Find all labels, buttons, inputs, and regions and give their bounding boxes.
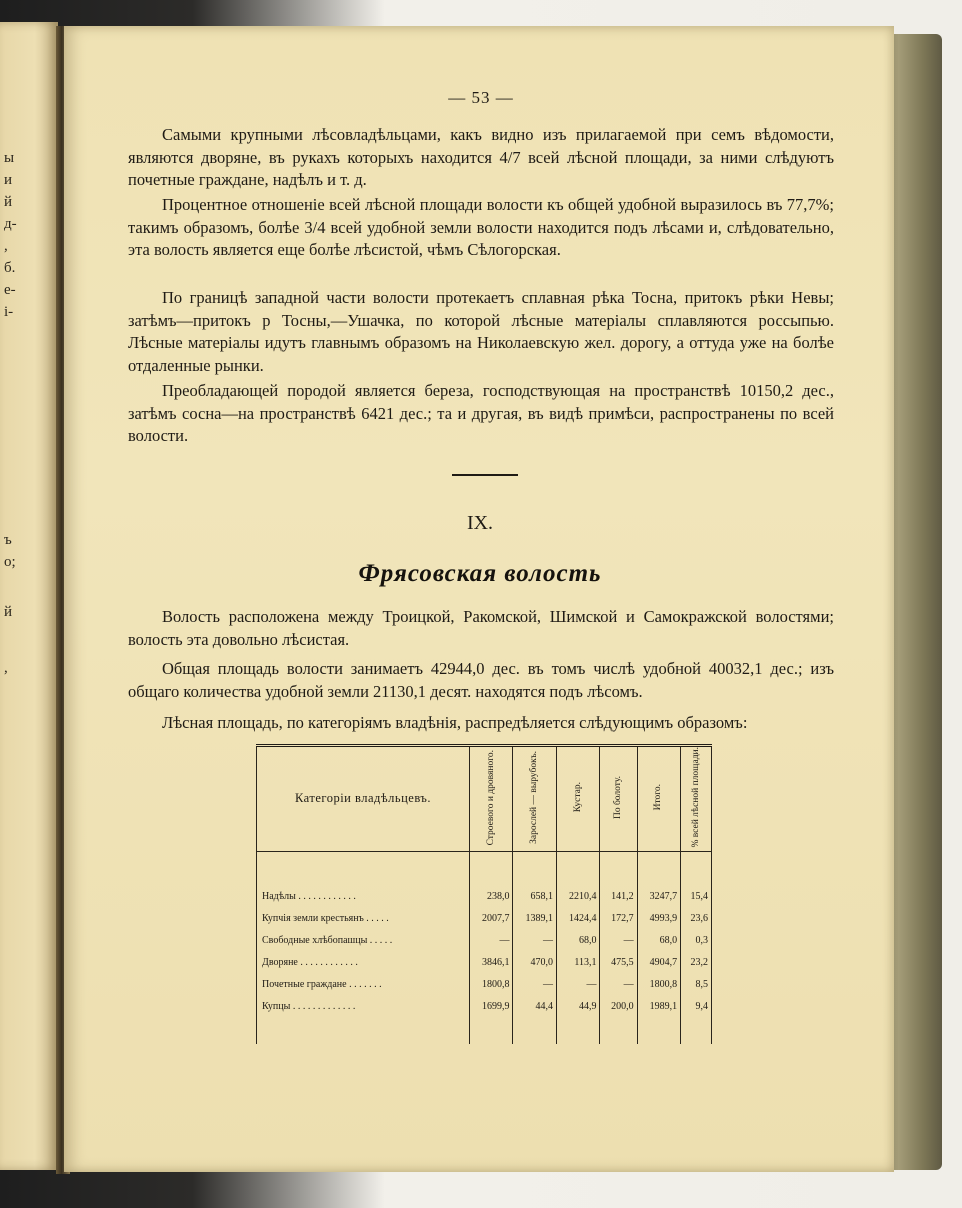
section-divider [452,474,518,476]
cell-shrub: 68,0 [556,930,599,952]
cell-swamp: 475,5 [600,952,637,974]
cell-total: 68,0 [637,930,680,952]
header-category: Категоріи владѣльцевъ. [257,746,470,852]
left-page-fragment: й [4,194,13,210]
header-total [637,746,680,852]
header-percent [681,746,712,852]
cell-percent: 0,3 [681,930,712,952]
cell-swamp: — [600,930,637,952]
forest-ownership-table [256,744,712,1044]
row-category: Свободные хлѣбопашцы . . . . . [257,930,470,952]
header-thickets [513,746,556,852]
left-page-fragment: б. [4,260,16,276]
header-percent-label: % всей лѣсной площади. [690,747,701,848]
cell-shrub: — [556,974,599,996]
paragraph-tree-species: Преобладающей породой является береза, господствующая на пространствѣ 10150,2 дес., затѣмъ сосна—на пространствѣ 6421 дес.; та и другая, въ видѣ примѣси, распространены по всей волости. [128,381,834,445]
cell-thickets: — [513,974,556,996]
cell-total: 4993,9 [637,908,680,930]
cell-timber: 238,0 [470,886,513,908]
cell-timber: 3846,1 [470,952,513,974]
left-page-fragment: і- [4,304,14,320]
left-page-fragment: д- [4,216,17,232]
cell-percent: 23,2 [681,952,712,974]
paragraph-landowners: Самыми крупными лѣсовладѣльцами, какъ видно изъ прилагаемой при семъ вѣдомости, являются дворяне, въ рукахъ которыхъ находится 4/7 всей лѣсной площади, за ними слѣдуютъ почетные граждане, надѣлъ и т. д. [128,125,834,189]
row-category: Купчія земли крестьянъ . . . . . [257,908,470,930]
table-row [257,930,712,952]
table-spacer-row [257,851,712,886]
section-title: Фрясовская волость [358,560,602,587]
table-row [257,908,712,930]
cell-timber: 1800,8 [470,974,513,996]
cell-timber: 2007,7 [470,908,513,930]
left-page-fragment: и [4,172,13,188]
left-page-fragment: , [4,660,8,676]
left-page-edge [0,22,58,1170]
cell-percent: 8,5 [681,974,712,996]
cell-shrub: 1424,4 [556,908,599,930]
cell-total: 3247,7 [637,886,680,908]
header-total-label: Итого. [653,784,664,811]
left-page-fragment: о; [4,554,16,570]
left-page-fragment: ъ [4,532,12,548]
cell-timber: 1699,9 [470,996,513,1018]
cell-swamp: 172,7 [600,908,637,930]
section-number: IX. [466,512,494,534]
cell-thickets: 658,1 [513,886,556,908]
header-thickets-label: Зарослей — вырубокъ. [529,750,540,844]
left-page-fragment: ы [4,150,15,166]
left-page-fragment: , [4,238,8,254]
paragraph-table-intro: Лѣсная площадь, по категоріямъ владѣнія, распредѣляется слѣдующимъ образомъ: [162,713,748,732]
cell-thickets: 44,4 [513,996,556,1018]
header-shrub-label: Кустар. [572,782,583,813]
table-header-row [257,746,712,852]
cell-percent: 15,4 [681,886,712,908]
page-number: — 53 — [448,88,514,107]
cell-swamp: 200,0 [600,996,637,1018]
table-row [257,952,712,974]
left-page-fragment: й [4,604,13,620]
cell-shrub: 2210,4 [556,886,599,908]
cell-percent: 23,6 [681,908,712,930]
header-timber-label: Строевого и дровяного. [485,749,496,845]
cell-total: 4904,7 [637,952,680,974]
cell-thickets: 1389,1 [513,908,556,930]
row-category: Почетные граждане . . . . . . . [257,974,470,996]
paragraph-location: Волость расположена между Троицкой, Ракомской, Шимской и Самокражской волостями; волость эта довольно лѣсистая. [128,607,834,649]
header-timber [470,746,513,852]
row-category: Купцы . . . . . . . . . . . . . [257,996,470,1018]
cell-shrub: 44,9 [556,996,599,1018]
header-swamp-label: По болоту. [613,775,624,819]
cell-total: 1800,8 [637,974,680,996]
row-category: Надѣлы . . . . . . . . . . . . [257,886,470,908]
table-row [257,996,712,1018]
cell-swamp: — [600,974,637,996]
paragraph-forest-percentage: Процентное отношеніе всей лѣсной площади волости къ общей удобной выразилось въ 77,7%; такимъ образомъ, болѣе 3/4 всей удобной земли волости находится подъ лѣсами и, слѣдовательно, эта волость является еще болѣе лѣсистой, чѣмъ Сѣлогорская. [128,195,834,259]
cell-thickets: — [513,930,556,952]
cell-thickets: 470,0 [513,952,556,974]
cell-timber: — [470,930,513,952]
cell-percent: 9,4 [681,996,712,1018]
header-swamp [600,746,637,852]
cell-swamp: 141,2 [600,886,637,908]
table-tail-row [257,1018,712,1044]
row-category: Дворяне . . . . . . . . . . . . [257,952,470,974]
left-page-fragment: е- [4,282,16,298]
cell-total: 1989,1 [637,996,680,1018]
header-shrub [556,746,599,852]
table-row [257,974,712,996]
cell-shrub: 113,1 [556,952,599,974]
table-row [257,886,712,908]
paragraph-rivers: По границѣ западной части волости протекаетъ сплавная рѣка Тосна, притокъ рѣки Невы; затѣмъ—притокъ р Тосны,—Ушачка, по которой лѣсные матеріалы сплавляются россыпью. Лѣсные матеріалы идутъ главнымъ образомъ на Николаевскую жел. дорогу, а оттуда уже на болѣе отдаленные рынки. [128,288,834,375]
paragraph-area: Общая площадь волости занимаетъ 42944,0 дес. въ томъ числѣ удобной 40032,1 дес.; изъ общаго количества удобной земли 21130,1 десят. находятся подъ лѣсомъ. [128,659,834,701]
